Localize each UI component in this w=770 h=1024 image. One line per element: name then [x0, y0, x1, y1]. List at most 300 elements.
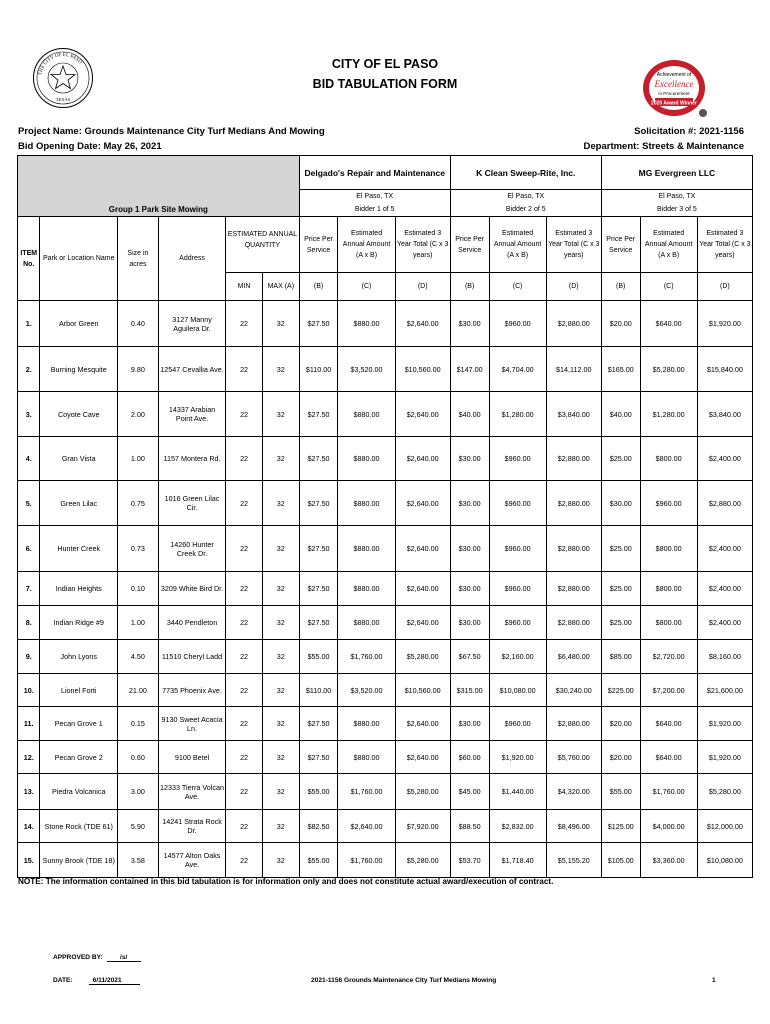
table-row [18, 347, 753, 392]
annual-amount: $960.00 [489, 707, 546, 741]
three-year-total: $5,280.00 [395, 774, 450, 810]
price-per-service: $55.00 [299, 843, 338, 878]
three-year-total: $4,320.00 [546, 774, 601, 810]
three-year-total: $2,640.00 [395, 481, 450, 526]
price-per-service: $55.00 [601, 774, 640, 810]
price-per-service: $27.50 [299, 437, 338, 481]
park-name: Indian Heights [40, 572, 118, 606]
project-name: Project Name: Grounds Maintenance City Turf Medians And Mowing [18, 126, 325, 137]
vendor-name: Delgado's Repair and Maintenance [299, 156, 450, 190]
price-per-service: $40.00 [601, 392, 640, 437]
project-info [18, 124, 325, 154]
annual-amount: $880.00 [338, 741, 395, 774]
col-letter-d: (D) [697, 273, 752, 301]
quantity-min: 22 [226, 347, 263, 392]
price-per-service: $30.00 [450, 572, 489, 606]
address: 3209 White Bird Dr. [158, 572, 225, 606]
annual-amount: $1,280.00 [640, 392, 697, 437]
annual-amount: $4,704.00 [489, 347, 546, 392]
price-per-service: $25.00 [601, 572, 640, 606]
three-year-total: $2,640.00 [395, 707, 450, 741]
quantity-max: 32 [262, 707, 299, 741]
annual-amount: $880.00 [338, 481, 395, 526]
solicitation-info [584, 124, 744, 154]
quantity-min: 22 [226, 707, 263, 741]
group-title: Group 1 Park Site Mowing [18, 203, 300, 217]
three-year-total: $2,640.00 [395, 606, 450, 640]
approved-value: /s/ [107, 954, 141, 962]
col-header-3yr: Estimated 3 Year Total (C x 3 years) [697, 217, 752, 273]
date-value: 6/11/2021 [89, 977, 140, 985]
three-year-total: $2,640.00 [395, 572, 450, 606]
three-year-total: $2,880.00 [697, 481, 752, 526]
bid-rows [18, 301, 753, 878]
annual-amount: $2,720.00 [640, 640, 697, 674]
address: 9130 Sweet Acacia Ln. [158, 707, 225, 741]
col-header-price: Price Per Service [601, 217, 640, 273]
quantity-min: 22 [226, 481, 263, 526]
col-header-3yr: Estimated 3 Year Total (C x 3 years) [546, 217, 601, 273]
park-name: Hunter Creek [40, 526, 118, 572]
annual-amount: $1,760.00 [338, 774, 395, 810]
item-number: 2. [18, 347, 40, 392]
three-year-total: $14,112.00 [546, 347, 601, 392]
annual-amount: $640.00 [640, 301, 697, 347]
vendor-location: El Paso, TX [450, 190, 601, 204]
size-acres: 1.00 [118, 437, 159, 481]
annual-amount: $10,080.00 [489, 674, 546, 707]
quantity-max: 32 [262, 774, 299, 810]
three-year-total: $5,760.00 [546, 741, 601, 774]
three-year-total: $5,155.20 [546, 843, 601, 878]
quantity-max: 32 [262, 640, 299, 674]
price-per-service: $30.00 [450, 481, 489, 526]
footer-document-title: 2021-1156 Grounds Maintenance City Turf Medians Mowing [311, 977, 497, 984]
three-year-total: $10,080.00 [697, 843, 752, 878]
page-title [0, 54, 770, 94]
quantity-min: 22 [226, 392, 263, 437]
col-letter-c: (C) [489, 273, 546, 301]
price-per-service: $25.00 [601, 437, 640, 481]
bid-tabulation-table [17, 155, 753, 878]
price-per-service: $53.70 [450, 843, 489, 878]
table-row [18, 774, 753, 810]
annual-amount: $1,760.00 [338, 843, 395, 878]
price-per-service: $225.00 [601, 674, 640, 707]
svg-text:2020 Award Winner: 2020 Award Winner [651, 100, 697, 107]
col-header-size: Size in acres [118, 217, 159, 301]
title-form: BID TABULATION FORM [312, 77, 458, 91]
price-per-service: $105.00 [601, 843, 640, 878]
three-year-total: $1,920.00 [697, 741, 752, 774]
park-name: Coyote Cave [40, 392, 118, 437]
table-row [18, 606, 753, 640]
quantity-max: 32 [262, 606, 299, 640]
annual-amount: $640.00 [640, 741, 697, 774]
price-per-service: $45.00 [450, 774, 489, 810]
quantity-max: 32 [262, 392, 299, 437]
col-header-park: Park or Location Name [40, 217, 118, 301]
annual-amount: $960.00 [489, 526, 546, 572]
price-per-service: $125.00 [601, 810, 640, 843]
item-number: 14. [18, 810, 40, 843]
address: 3127 Manny Aguilera Dr. [158, 301, 225, 347]
annual-amount: $880.00 [338, 572, 395, 606]
park-name: Stone Rock (TDE 61) [40, 810, 118, 843]
item-number: 5. [18, 481, 40, 526]
approved-by [53, 954, 141, 962]
size-acres: 3.58 [118, 843, 159, 878]
svg-text:Excellence: Excellence [654, 79, 694, 89]
three-year-total: $2,880.00 [546, 526, 601, 572]
annual-amount: $960.00 [489, 572, 546, 606]
annual-amount: $4,000.00 [640, 810, 697, 843]
table-row [18, 572, 753, 606]
vendor-bidder: Bidder 2 of 5 [450, 203, 601, 217]
annual-amount: $800.00 [640, 437, 697, 481]
park-name: John Lyons [40, 640, 118, 674]
price-per-service: $27.50 [299, 707, 338, 741]
price-per-service: $20.00 [601, 301, 640, 347]
price-per-service: $60.00 [450, 741, 489, 774]
svg-text:THE CITY OF EL PASO: THE CITY OF EL PASO [38, 52, 83, 76]
quantity-min: 22 [226, 774, 263, 810]
col-letter-b: (B) [299, 273, 338, 301]
solicitation-number: Solicitation #: 2021-1156 [634, 126, 744, 137]
three-year-total: $12,000.00 [697, 810, 752, 843]
col-letter-c: (C) [338, 273, 395, 301]
three-year-total: $10,560.00 [395, 347, 450, 392]
table-row [18, 526, 753, 572]
annual-amount: $1,760.00 [640, 774, 697, 810]
item-number: 6. [18, 526, 40, 572]
annual-amount: $960.00 [489, 301, 546, 347]
three-year-total: $1,920.00 [697, 301, 752, 347]
annual-amount: $960.00 [489, 606, 546, 640]
col-header-price: Price Per Service [450, 217, 489, 273]
address: 14337 Arabian Point Ave. [158, 392, 225, 437]
quantity-min: 22 [226, 640, 263, 674]
price-per-service: $40.00 [450, 392, 489, 437]
annual-amount: $880.00 [338, 707, 395, 741]
price-per-service: $20.00 [601, 707, 640, 741]
three-year-total: $2,400.00 [697, 526, 752, 572]
quantity-max: 32 [262, 843, 299, 878]
address: 12333 Tierra Volcan Ave. [158, 774, 225, 810]
price-per-service: $25.00 [601, 606, 640, 640]
three-year-total: $2,640.00 [395, 741, 450, 774]
col-header-3yr: Estimated 3 Year Total (C x 3 years) [395, 217, 450, 273]
three-year-total: $7,920.00 [395, 810, 450, 843]
price-per-service: $88.50 [450, 810, 489, 843]
address: 3440 Pendleton [158, 606, 225, 640]
table-row [18, 674, 753, 707]
quantity-min: 22 [226, 843, 263, 878]
vendor-name: MG Evergreen LLC [601, 156, 752, 190]
annual-amount: $3,520.00 [338, 347, 395, 392]
quantity-min: 22 [226, 810, 263, 843]
size-acres: 0.75 [118, 481, 159, 526]
quantity-max: 32 [262, 347, 299, 392]
park-name: Indian Ridge #9 [40, 606, 118, 640]
three-year-total: $10,560.00 [395, 674, 450, 707]
park-name: Pecan Grove 2 [40, 741, 118, 774]
address: 1157 Montera Rd. [158, 437, 225, 481]
item-number: 12. [18, 741, 40, 774]
quantity-max: 32 [262, 301, 299, 347]
item-number: 7. [18, 572, 40, 606]
price-per-service: $30.00 [601, 481, 640, 526]
three-year-total: $5,280.00 [395, 843, 450, 878]
three-year-total: $21,600.00 [697, 674, 752, 707]
annual-amount: $880.00 [338, 437, 395, 481]
table-row [18, 481, 753, 526]
col-letter-b: (B) [601, 273, 640, 301]
park-name: Sunny Brook (TDE 18) [40, 843, 118, 878]
annual-amount: $1,280.00 [489, 392, 546, 437]
table-row [18, 741, 753, 774]
quantity-min: 22 [226, 741, 263, 774]
page-number: 1 [712, 977, 716, 984]
price-per-service: $85.00 [601, 640, 640, 674]
park-name: Piedra Volcanica [40, 774, 118, 810]
three-year-total: $2,880.00 [546, 481, 601, 526]
price-per-service: $30.00 [450, 707, 489, 741]
three-year-total: $2,400.00 [697, 572, 752, 606]
annual-amount: $1,440.00 [489, 774, 546, 810]
annual-amount: $800.00 [640, 572, 697, 606]
price-per-service: $110.00 [299, 347, 338, 392]
annual-amount: $3,520.00 [338, 674, 395, 707]
vendor-bidder: Bidder 3 of 5 [601, 203, 752, 217]
price-per-service: $27.50 [299, 741, 338, 774]
annual-amount: $1,920.00 [489, 741, 546, 774]
park-name: Lionel Forti [40, 674, 118, 707]
quantity-min: 22 [226, 572, 263, 606]
item-number: 8. [18, 606, 40, 640]
item-number: 3. [18, 392, 40, 437]
quantity-max: 32 [262, 810, 299, 843]
annual-amount: $1,718.40 [489, 843, 546, 878]
three-year-total: $2,880.00 [546, 437, 601, 481]
title-city: CITY OF EL PASO [331, 57, 439, 71]
col-header-min: MIN [226, 273, 263, 301]
table-row [18, 810, 753, 843]
department: Department: Streets & Maintenance [583, 141, 744, 152]
three-year-total: $5,280.00 [697, 774, 752, 810]
price-per-service: $55.00 [299, 640, 338, 674]
table-row [18, 437, 753, 481]
quantity-min: 22 [226, 526, 263, 572]
size-acres: 9.80 [118, 347, 159, 392]
size-acres: 0.73 [118, 526, 159, 572]
three-year-total: $2,880.00 [546, 606, 601, 640]
annual-amount: $960.00 [489, 481, 546, 526]
address: 9100 Betel [158, 741, 225, 774]
address: 14241 Strata Rock Dr. [158, 810, 225, 843]
price-per-service: $67.50 [450, 640, 489, 674]
price-per-service: $27.50 [299, 606, 338, 640]
col-header-item: ITEM No. [18, 217, 40, 301]
price-per-service: $27.50 [299, 301, 338, 347]
col-header-annual: Estimated Annual Amount (A x B) [338, 217, 395, 273]
annual-amount: $2,640.00 [338, 810, 395, 843]
park-name: Arbor Green [40, 301, 118, 347]
svg-text:Achievement of: Achievement of [656, 72, 692, 78]
size-acres: 3.00 [118, 774, 159, 810]
price-per-service: $30.00 [450, 301, 489, 347]
three-year-total: $6,480.00 [546, 640, 601, 674]
price-per-service: $20.00 [601, 741, 640, 774]
bid-opening-date: Bid Opening Date: May 26, 2021 [18, 141, 162, 152]
price-per-service: $27.50 [299, 526, 338, 572]
annual-amount: $1,760.00 [338, 640, 395, 674]
price-per-service: $27.50 [299, 481, 338, 526]
three-year-total: $8,160.00 [697, 640, 752, 674]
three-year-total: $2,640.00 [395, 392, 450, 437]
three-year-total: $2,400.00 [697, 437, 752, 481]
three-year-total: $2,640.00 [395, 437, 450, 481]
approval-date [53, 977, 140, 985]
quantity-max: 32 [262, 437, 299, 481]
address: 12547 Cevallia Ave. [158, 347, 225, 392]
approved-label: APPROVED BY: [53, 954, 103, 961]
quantity-max: 32 [262, 674, 299, 707]
col-header-annual: Estimated Annual Amount (A x B) [489, 217, 546, 273]
size-acres: 21.00 [118, 674, 159, 707]
price-per-service: $82.50 [299, 810, 338, 843]
three-year-total: $3,840.00 [546, 392, 601, 437]
price-per-service: $30.00 [450, 606, 489, 640]
park-name: Gran Vista [40, 437, 118, 481]
three-year-total: $2,640.00 [395, 301, 450, 347]
three-year-total: $5,280.00 [395, 640, 450, 674]
col-header-price: Price Per Service [299, 217, 338, 273]
size-acres: 5.90 [118, 810, 159, 843]
annual-amount: $640.00 [640, 707, 697, 741]
annual-amount: $960.00 [640, 481, 697, 526]
annual-amount: $960.00 [489, 437, 546, 481]
price-per-service: $147.00 [450, 347, 489, 392]
item-number: 10. [18, 674, 40, 707]
annual-amount: $2,832.00 [489, 810, 546, 843]
table-row [18, 392, 753, 437]
col-header-address: Address [158, 217, 225, 301]
item-number: 15. [18, 843, 40, 878]
three-year-total: $2,400.00 [697, 606, 752, 640]
size-acres: 0.60 [118, 741, 159, 774]
table-row [18, 707, 753, 741]
size-acres: 0.10 [118, 572, 159, 606]
price-per-service: $30.00 [450, 437, 489, 481]
three-year-total: $2,880.00 [546, 301, 601, 347]
size-acres: 0.40 [118, 301, 159, 347]
vendor-location: El Paso, TX [299, 190, 450, 204]
item-number: 9. [18, 640, 40, 674]
vendor-location: El Paso, TX [601, 190, 752, 204]
col-header-max: MAX (A) [262, 273, 299, 301]
price-per-service: $315.00 [450, 674, 489, 707]
annual-amount: $800.00 [640, 606, 697, 640]
quantity-min: 22 [226, 606, 263, 640]
table-row [18, 301, 753, 347]
quantity-max: 32 [262, 526, 299, 572]
address: 14260 Hunter Creek Dr. [158, 526, 225, 572]
address: 1016 Green Lilac Cir. [158, 481, 225, 526]
price-per-service: $25.00 [601, 526, 640, 572]
col-letter-d: (D) [395, 273, 450, 301]
three-year-total: $30,240.00 [546, 674, 601, 707]
annual-amount: $2,160.00 [489, 640, 546, 674]
three-year-total: $2,880.00 [546, 707, 601, 741]
svg-text:in Procurement: in Procurement [658, 91, 690, 96]
three-year-total: $2,880.00 [546, 572, 601, 606]
annual-amount: $880.00 [338, 392, 395, 437]
price-per-service: $27.50 [299, 572, 338, 606]
size-acres: 0.15 [118, 707, 159, 741]
annual-amount: $5,280.00 [640, 347, 697, 392]
quantity-max: 32 [262, 481, 299, 526]
size-acres: 4.50 [118, 640, 159, 674]
price-per-service: $55.00 [299, 774, 338, 810]
col-letter-d: (D) [546, 273, 601, 301]
annual-amount: $3,360.00 [640, 843, 697, 878]
price-per-service: $110.00 [299, 674, 338, 707]
col-header-quantity: ESTIMATED ANNUAL QUANTITY [226, 217, 299, 273]
quantity-min: 22 [226, 437, 263, 481]
col-letter-c: (C) [640, 273, 697, 301]
price-per-service: $30.00 [450, 526, 489, 572]
date-label: DATE: [53, 977, 73, 984]
quantity-max: 32 [262, 572, 299, 606]
price-per-service: $27.50 [299, 392, 338, 437]
three-year-total: $1,920.00 [697, 707, 752, 741]
table-row [18, 843, 753, 878]
park-name: Pecan Grove 1 [40, 707, 118, 741]
three-year-total: $2,640.00 [395, 526, 450, 572]
col-letter-b: (B) [450, 273, 489, 301]
item-number: 13. [18, 774, 40, 810]
price-per-service: $165.00 [601, 347, 640, 392]
item-number: 4. [18, 437, 40, 481]
annual-amount: $880.00 [338, 606, 395, 640]
annual-amount: $880.00 [338, 526, 395, 572]
vendor-name: K Clean Sweep-Rite, Inc. [450, 156, 601, 190]
park-name: Burning Mesquite [40, 347, 118, 392]
quantity-min: 22 [226, 301, 263, 347]
three-year-total: $15,840.00 [697, 347, 752, 392]
address: 14577 Alton Oaks Ave. [158, 843, 225, 878]
disclaimer-note: NOTE: The information contained in this bid tabulation is for information only and does not constitute actual award/execution of contract. [18, 877, 554, 886]
item-number: 11. [18, 707, 40, 741]
col-header-annual: Estimated Annual Amount (A x B) [640, 217, 697, 273]
size-acres: 1.00 [118, 606, 159, 640]
three-year-total: $3,840.00 [697, 392, 752, 437]
quantity-min: 22 [226, 674, 263, 707]
annual-amount: $880.00 [338, 301, 395, 347]
annual-amount: $800.00 [640, 526, 697, 572]
address: 7735 Phoenix Ave. [158, 674, 225, 707]
park-name: Green Lilac [40, 481, 118, 526]
svg-text:TEXAS: TEXAS [55, 97, 71, 102]
table-row [18, 640, 753, 674]
size-acres: 2.00 [118, 392, 159, 437]
three-year-total: $8,496.00 [546, 810, 601, 843]
vendor-bidder: Bidder 1 of 5 [299, 203, 450, 217]
item-number: 1. [18, 301, 40, 347]
address: 11510 Cheryl Ladd [158, 640, 225, 674]
quantity-max: 32 [262, 741, 299, 774]
